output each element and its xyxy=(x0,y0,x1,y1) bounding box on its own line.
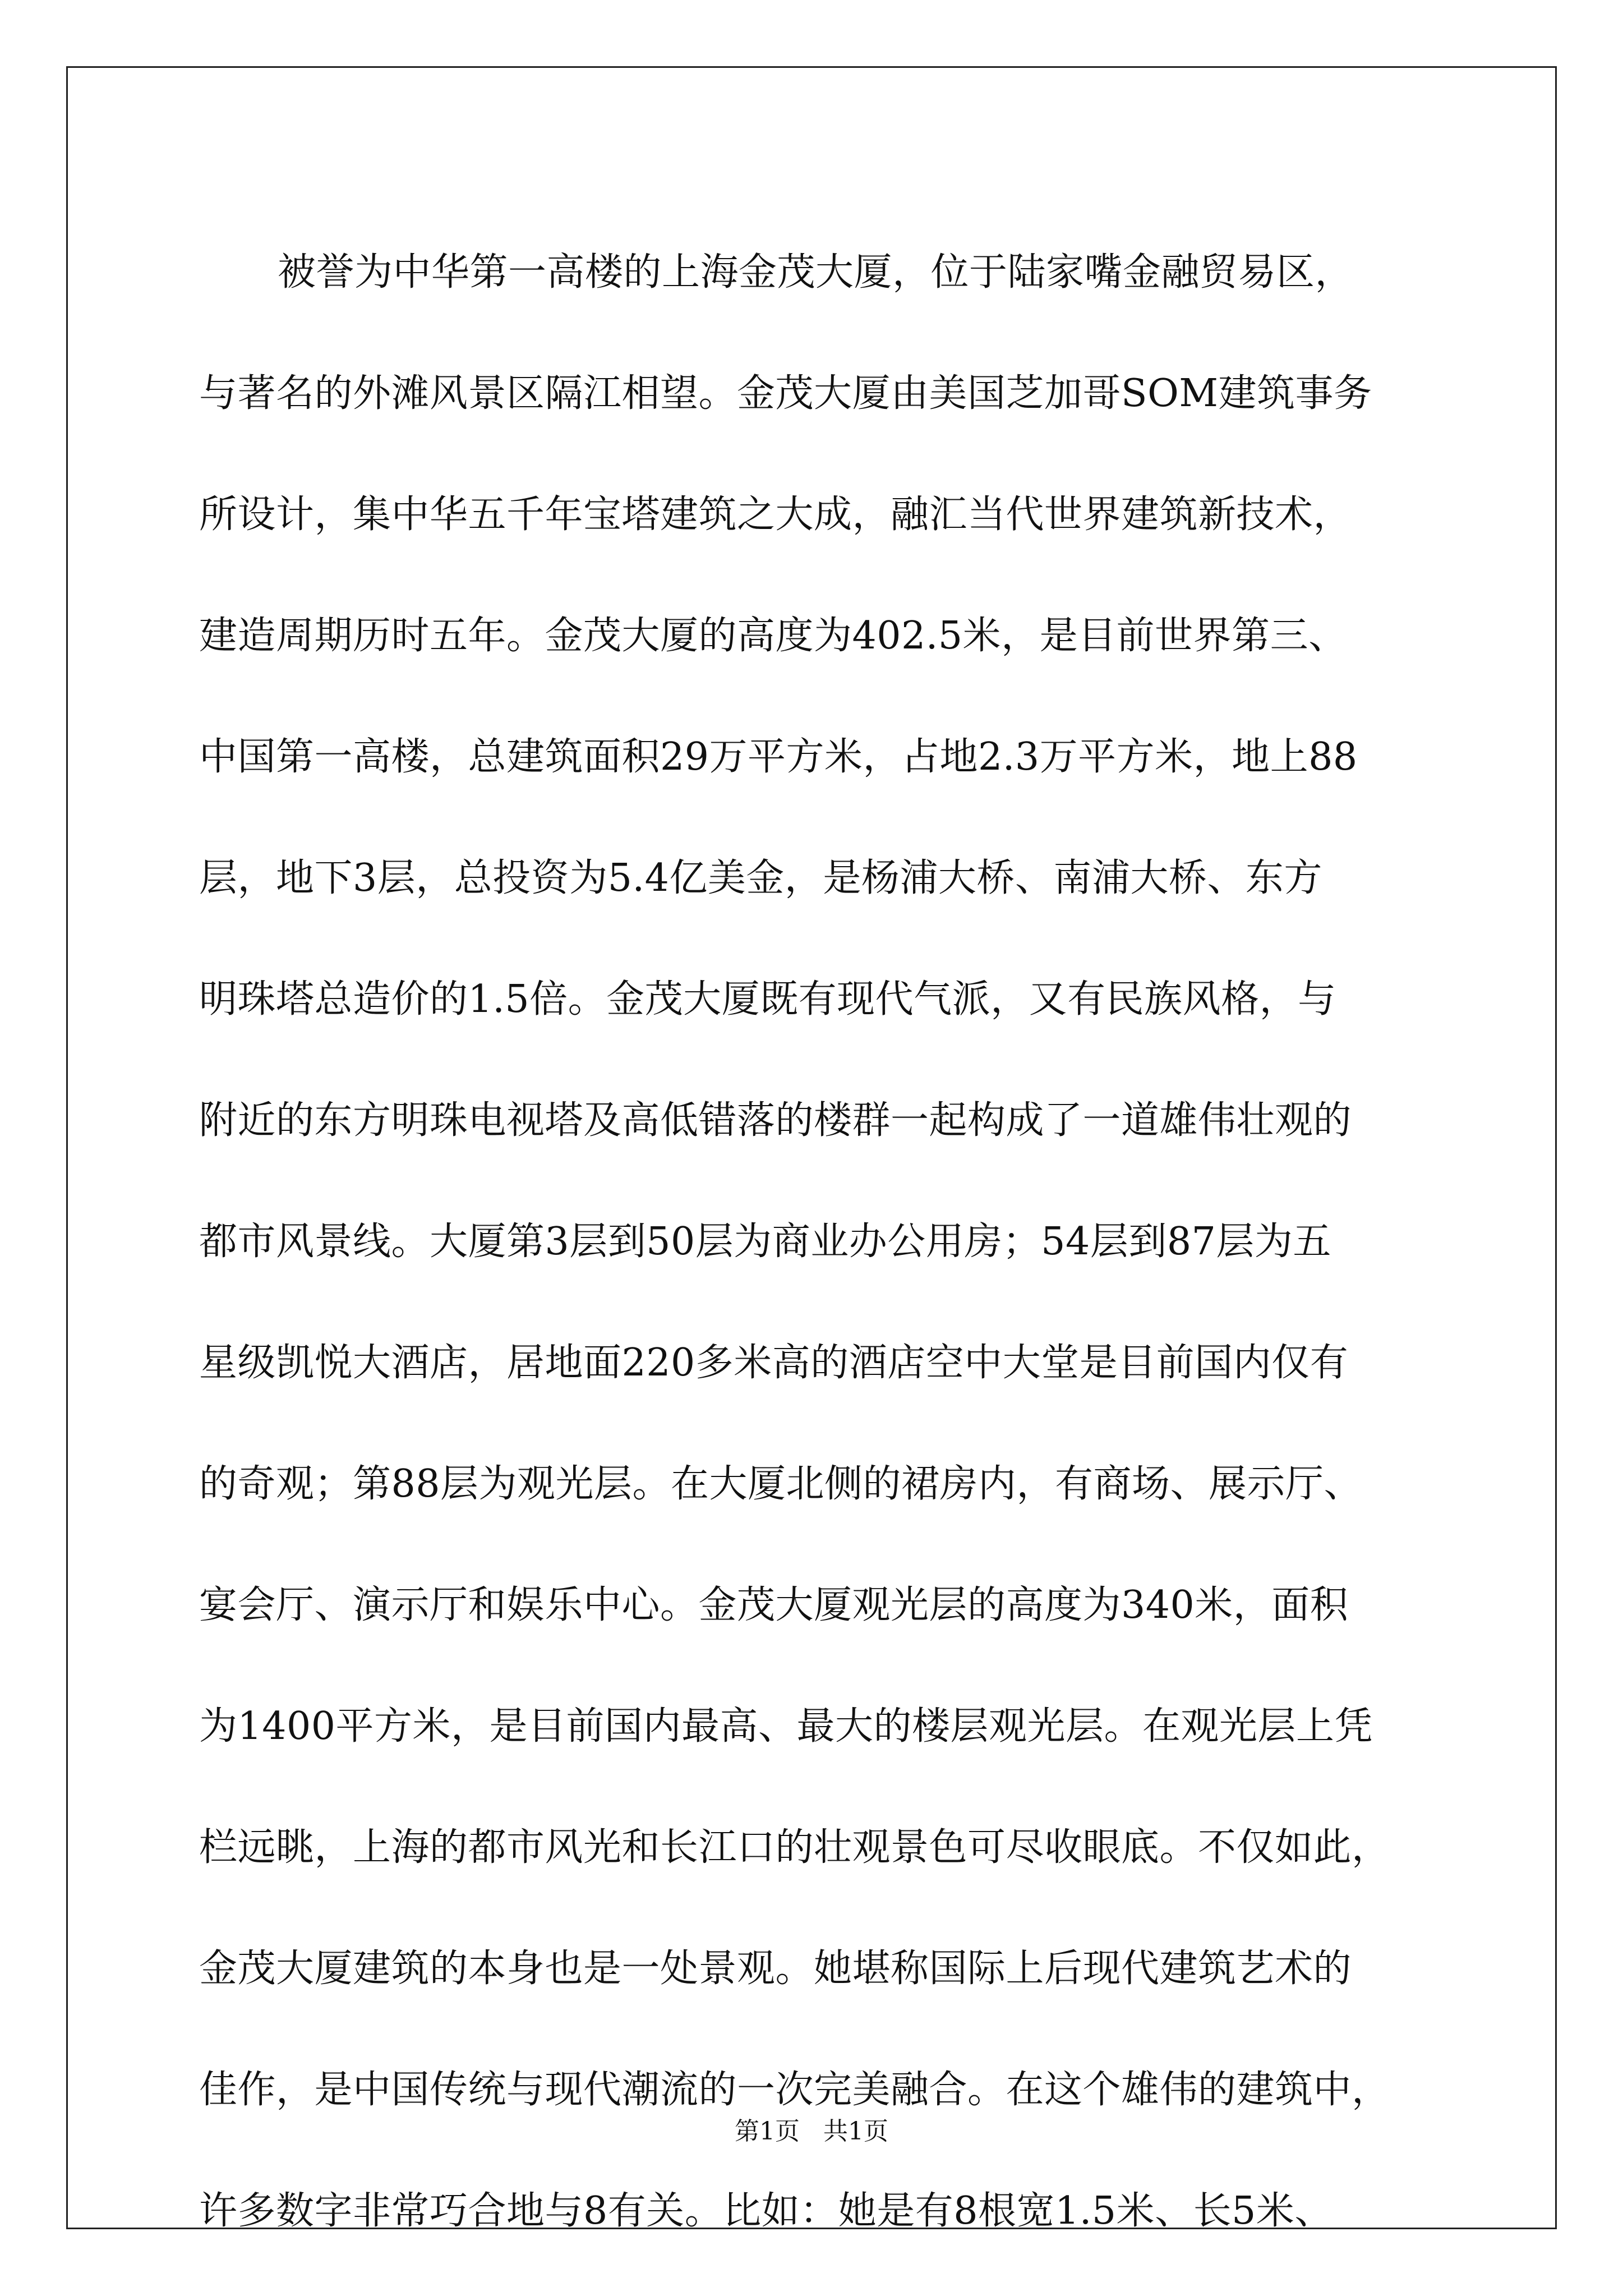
paragraph-line: 所设计，集中华五千年宝塔建筑之大成，融汇当代世界建筑新技术， xyxy=(199,493,1352,537)
paragraph-line: 都市风景线。大厦第3层到50层为商业办公用房；54层到87层为五 xyxy=(199,1220,1331,1264)
paragraph-line: 为1400平方米，是目前国内最高、最大的楼层观光层。在观光层上凭 xyxy=(199,1704,1373,1749)
paragraph-line: 的奇观；第88层为观光层。在大厦北侧的裙房内，有商场、展示厅、 xyxy=(199,1462,1363,1506)
paragraph-line: 星级凯悦大酒店，居地面220多米高的酒店空中大堂是目前国内仅有 xyxy=(199,1341,1349,1385)
paragraph-line: 栏远眺，上海的都市风光和长江口的壮观景色可尽收眼底。不仅如此， xyxy=(199,1825,1390,1870)
paragraph-line: 被誉为中华第一高楼的上海金茂大厦，位于陆家嘴金融贸易区， xyxy=(278,250,1354,295)
paragraph-line: 金茂大厦建筑的本身也是一处景观。她堪称国际上后现代建筑艺术的 xyxy=(199,1947,1352,1991)
paragraph-line: 与著名的外滩风景区隔江相望。金茂大厦由美国芝加哥SOM建筑事务 xyxy=(199,371,1372,416)
paragraph-line: 宴会厅、演示厅和娱乐中心。金茂大厦观光层的高度为340米，面积 xyxy=(199,1583,1349,1627)
paragraph-line: 佳作，是中国传统与现代潮流的一次完美融合。在这个雄伟的建筑中， xyxy=(199,2068,1390,2112)
paragraph-line: 层，地下3层，总投资为5.4亿美金，是杨浦大桥、南浦大桥、东方 xyxy=(199,856,1322,900)
page-number-footer: 第1页 共1页 xyxy=(735,2117,888,2146)
paragraph-line: 中国第一高楼，总建筑面积29万平方米，占地2.3万平方米，地上88 xyxy=(199,735,1358,779)
paragraph-line: 许多数字非常巧合地与8有关。比如：她是有8根宽1.5米、长5米、 xyxy=(199,2189,1333,2233)
paragraph-line: 附近的东方明珠电视塔及高低错落的楼群一起构成了一道雄伟壮观的 xyxy=(199,1098,1352,1143)
document-body xyxy=(199,212,1427,2272)
paragraph-line: 明珠塔总造价的1.5倍。金茂大厦既有现代气派，又有民族风格，与 xyxy=(199,977,1336,1022)
paragraph-line: 建造周期历时五年。金茂大厦的高度为402.5米，是目前世界第三、 xyxy=(199,614,1347,658)
